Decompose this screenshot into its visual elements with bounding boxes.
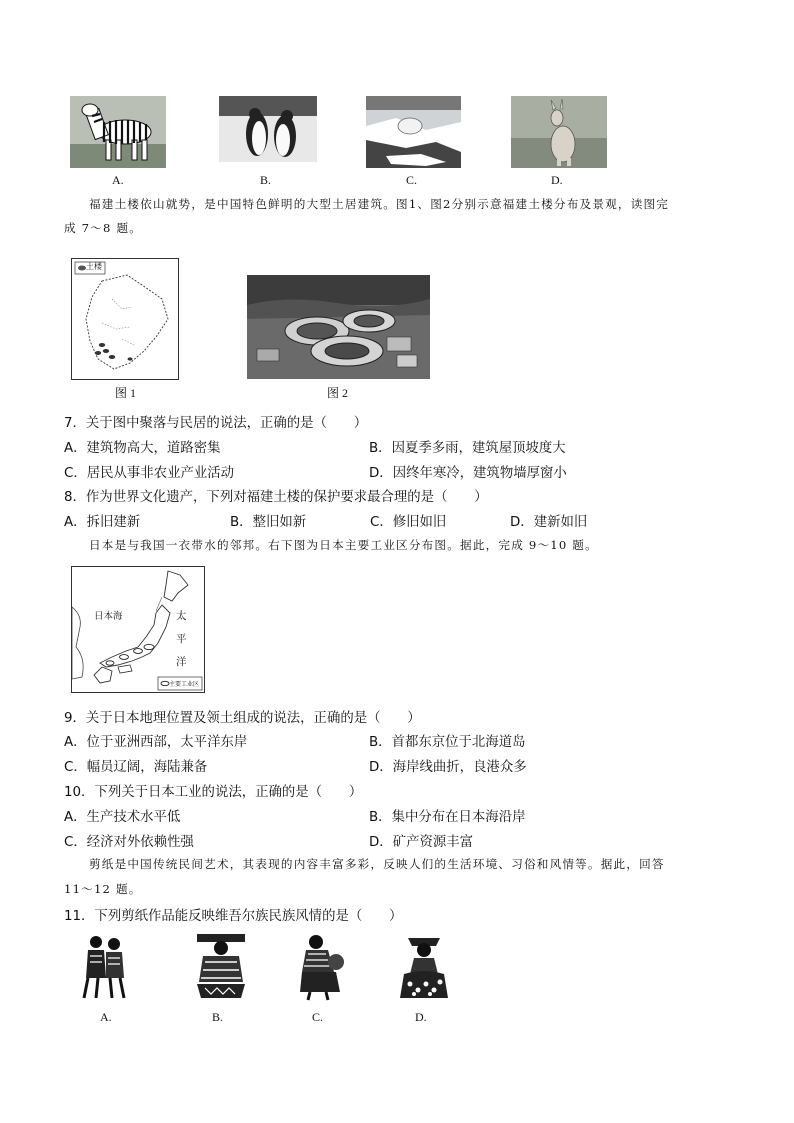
q9-option-d[interactable]: D．海岸线曲折，良港众多	[369, 760, 527, 775]
q8-stem: 8．作为世界文化遗产，下列对福建土楼的保护要求最合理的是（ ）	[64, 490, 488, 505]
pacific-label-1: 太	[176, 610, 187, 622]
fig2-caption: 图 2	[327, 386, 349, 400]
intro-11-12-line2: 11～12 题。	[64, 882, 142, 896]
penguins-photo	[219, 96, 317, 162]
zebra-photo	[70, 96, 166, 168]
polar-bear-photo	[366, 96, 461, 168]
q9-option-b[interactable]: B．首都东京位于北海道岛	[369, 735, 526, 750]
q7-option-b[interactable]: B．因夏季多雨，建筑屋顶坡度大	[369, 441, 566, 456]
animal-label-c: C.	[406, 173, 418, 187]
q8-option-d[interactable]: D．建新如旧	[510, 515, 588, 530]
intro-9-10-line1: 日本是与我国一衣带水的邻邦。右下图为日本主要工业区分布图。据此，完成 9～10 题。	[89, 538, 598, 552]
fujian-map-legend: 土楼	[86, 262, 102, 271]
animal-label-a: A.	[112, 173, 124, 187]
japan-map-legend: 主要工业区	[169, 681, 200, 688]
q8-option-b[interactable]: B．整旧如新	[230, 515, 307, 530]
fujian-map-figure	[71, 258, 179, 380]
papercut-label-d: D.	[415, 1010, 427, 1024]
q8-option-a[interactable]: A．拆旧建新	[64, 515, 141, 530]
q9-option-a[interactable]: A．位于亚洲西部，太平洋东岸	[64, 735, 248, 750]
q10-option-d[interactable]: D．矿产资源丰富	[369, 835, 474, 850]
q10-stem: 10．下列关于日本工业的说法，正确的是（ ）	[64, 785, 363, 800]
papercut-label-b: B.	[212, 1010, 224, 1024]
kangaroo-photo	[511, 96, 607, 168]
japan-industry-map	[71, 566, 205, 693]
fig1-caption: 图 1	[115, 386, 137, 400]
q10-option-c[interactable]: C．经济对外依赖性强	[64, 835, 194, 850]
q7-option-c[interactable]: C．居民从事非农业产业活动	[64, 466, 235, 481]
intro-7-8-line1: 福建土楼依山就势，是中国特色鲜明的大型土居建筑。图1、图2分别示意福建土楼分布及景观，读图完	[89, 197, 670, 211]
q11-stem: 11．下列剪纸作品能反映维吾尔族民族风情的是（ ）	[64, 909, 403, 924]
animal-label-b: B.	[260, 173, 272, 187]
animal-label-d: D.	[551, 173, 563, 187]
q8-option-c[interactable]: C．修旧如旧	[370, 515, 447, 530]
japan-sea-label: 日本海	[94, 611, 123, 622]
q7-stem: 7．关于图中聚落与民居的说法，正确的是（ ）	[64, 416, 368, 431]
papercut-label-c: C.	[312, 1010, 324, 1024]
intro-11-12-line1: 剪纸是中国传统民间艺术，其表现的内容丰富多彩，反映人们的生活环境、习俗和风情等。据此，回答	[89, 857, 665, 871]
pacific-label-2: 平	[176, 633, 187, 645]
q7-option-d[interactable]: D．因终年寒冷，建筑物墙厚窗小	[369, 466, 567, 481]
q9-stem: 9．关于日本地理位置及领土组成的说法，正确的是（ ）	[64, 711, 421, 726]
papercut-b	[193, 932, 249, 1002]
papercut-label-a: A.	[100, 1010, 112, 1024]
tulou-photo	[247, 275, 430, 379]
pacific-label-3: 洋	[176, 656, 187, 668]
papercut-a	[76, 932, 134, 1002]
papercut-d	[398, 932, 450, 1002]
q10-option-b[interactable]: B．集中分布在日本海沿岸	[369, 810, 526, 825]
q7-option-a[interactable]: A．建筑物高大，道路密集	[64, 441, 221, 456]
papercut-c	[296, 932, 348, 1002]
q9-option-c[interactable]: C．幅员辽阔，海陆兼备	[64, 760, 208, 775]
q10-option-a[interactable]: A．生产技术水平低	[64, 810, 181, 825]
intro-7-8-line2: 成 7～8 题。	[64, 221, 143, 235]
